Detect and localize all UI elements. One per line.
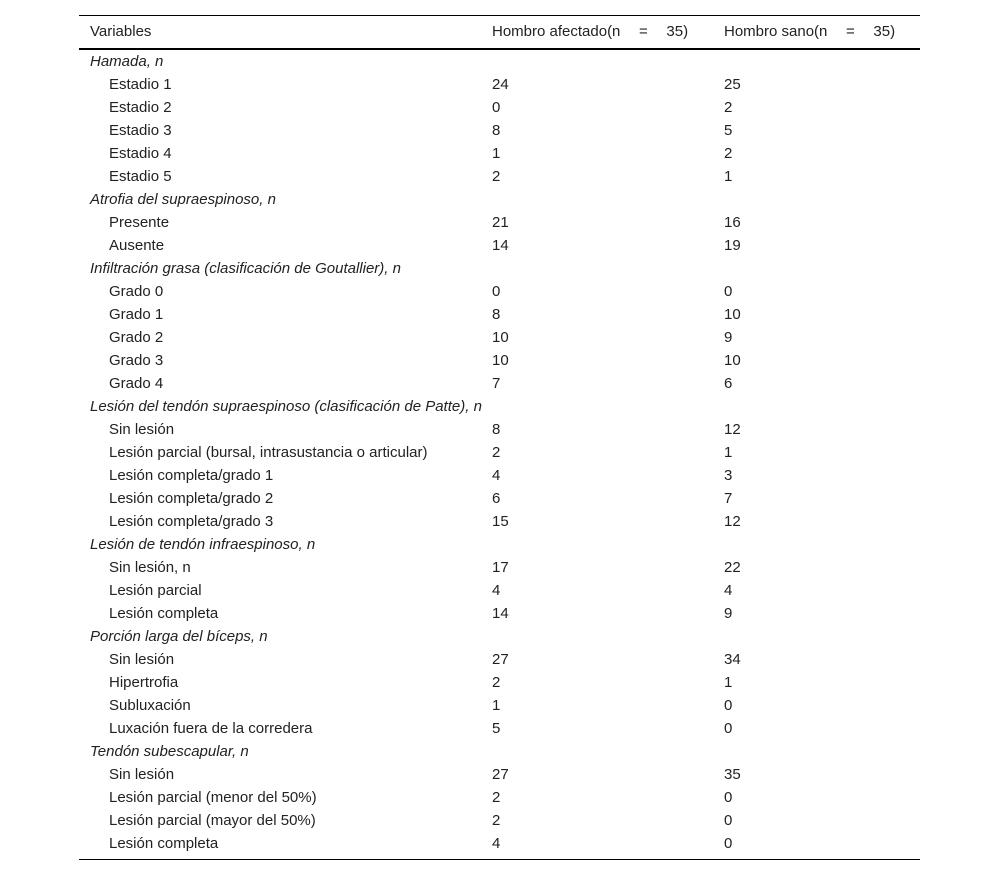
row-affected-value: 2 bbox=[492, 167, 501, 185]
row-label: Estadio 5 bbox=[109, 167, 172, 185]
row-label: Grado 3 bbox=[109, 351, 164, 369]
row-affected-value: 4 bbox=[492, 581, 501, 599]
row-affected-value: 2 bbox=[492, 443, 501, 461]
table-row bbox=[79, 418, 920, 441]
row-label: Lesión completa/grado 1 bbox=[109, 466, 274, 484]
header-healthy-eq: = bbox=[846, 23, 855, 40]
row-affected-value: 8 bbox=[492, 420, 501, 438]
header-affected-suffix: 35) bbox=[666, 23, 689, 40]
section-title: Lesión de tendón infraespinoso, n bbox=[90, 535, 316, 553]
header-variables: Variables bbox=[90, 23, 152, 40]
table-row bbox=[79, 119, 920, 142]
row-label: Presente bbox=[109, 213, 170, 231]
row-healthy-value: 3 bbox=[724, 466, 733, 484]
row-healthy-value: 1 bbox=[724, 443, 733, 461]
row-affected-value: 1 bbox=[492, 144, 501, 162]
table-row bbox=[79, 464, 920, 487]
table-row bbox=[79, 211, 920, 234]
row-healthy-value: 9 bbox=[724, 328, 733, 346]
row-label: Ausente bbox=[109, 236, 165, 254]
row-label: Estadio 4 bbox=[109, 144, 172, 162]
row-affected-value: 8 bbox=[492, 121, 501, 139]
table-row bbox=[79, 510, 920, 533]
row-healthy-value: 19 bbox=[724, 236, 741, 254]
row-label: Grado 4 bbox=[109, 374, 164, 392]
row-affected-value: 7 bbox=[492, 374, 501, 392]
row-affected-value: 24 bbox=[492, 75, 509, 93]
table-row bbox=[79, 763, 920, 786]
section-title: Porción larga del bíceps, n bbox=[90, 627, 268, 645]
row-label: Lesión completa bbox=[109, 604, 219, 622]
row-affected-value: 27 bbox=[492, 765, 509, 783]
row-healthy-value: 2 bbox=[724, 98, 733, 116]
table-row bbox=[79, 441, 920, 464]
row-healthy-value: 25 bbox=[724, 75, 741, 93]
row-healthy-value: 4 bbox=[724, 581, 733, 599]
row-affected-value: 2 bbox=[492, 788, 501, 806]
row-healthy-value: 2 bbox=[724, 144, 733, 162]
row-healthy-value: 0 bbox=[724, 282, 733, 300]
row-label: Lesión parcial (bursal, intrasustancia o articular) bbox=[109, 443, 428, 461]
table-row bbox=[79, 234, 920, 257]
row-label: Grado 0 bbox=[109, 282, 164, 300]
row-healthy-value: 16 bbox=[724, 213, 741, 231]
table-row bbox=[79, 832, 920, 855]
row-affected-value: 5 bbox=[492, 719, 501, 737]
row-label: Luxación fuera de la corredera bbox=[109, 719, 313, 737]
section-title: Infiltración grasa (clasificación de Goutallier), n bbox=[90, 259, 401, 277]
row-healthy-value: 7 bbox=[724, 489, 733, 507]
table-row bbox=[79, 303, 920, 326]
table-row bbox=[79, 602, 920, 625]
row-label: Estadio 3 bbox=[109, 121, 172, 139]
row-healthy-value: 0 bbox=[724, 696, 733, 714]
row-label: Estadio 2 bbox=[109, 98, 172, 116]
row-label: Lesión completa/grado 2 bbox=[109, 489, 274, 507]
row-affected-value: 17 bbox=[492, 558, 509, 576]
row-label: Sin lesión bbox=[109, 420, 175, 438]
row-affected-value: 27 bbox=[492, 650, 509, 668]
row-label: Lesión parcial bbox=[109, 581, 202, 599]
row-healthy-value: 0 bbox=[724, 811, 733, 829]
row-affected-value: 15 bbox=[492, 512, 509, 530]
row-affected-value: 14 bbox=[492, 604, 509, 622]
table-row bbox=[79, 556, 920, 579]
row-affected-value: 10 bbox=[492, 328, 509, 346]
section-title: Hamada, n bbox=[90, 52, 164, 70]
row-affected-value: 2 bbox=[492, 673, 501, 691]
row-affected-value: 8 bbox=[492, 305, 501, 323]
row-affected-value: 4 bbox=[492, 834, 501, 852]
table-row bbox=[79, 96, 920, 119]
data-table bbox=[79, 15, 920, 860]
section-row bbox=[79, 625, 920, 648]
table-row bbox=[79, 694, 920, 717]
table-row bbox=[79, 165, 920, 188]
row-healthy-value: 35 bbox=[724, 765, 741, 783]
row-healthy-value: 9 bbox=[724, 604, 733, 622]
row-affected-value: 6 bbox=[492, 489, 501, 507]
row-healthy-value: 0 bbox=[724, 788, 733, 806]
section-row bbox=[79, 533, 920, 556]
section-row bbox=[79, 188, 920, 211]
row-affected-value: 0 bbox=[492, 282, 501, 300]
table-row bbox=[79, 372, 920, 395]
table-header-row bbox=[79, 16, 920, 48]
row-affected-value: 10 bbox=[492, 351, 509, 369]
row-affected-value: 4 bbox=[492, 466, 501, 484]
section-title: Lesión del tendón supraespinoso (clasificación de Patte), n bbox=[90, 397, 482, 415]
row-healthy-value: 34 bbox=[724, 650, 741, 668]
row-affected-value: 2 bbox=[492, 811, 501, 829]
row-healthy-value: 0 bbox=[724, 719, 733, 737]
row-label: Grado 2 bbox=[109, 328, 164, 346]
row-healthy-value: 10 bbox=[724, 305, 741, 323]
table-body bbox=[79, 50, 920, 855]
header-affected-prefix: Hombro afectado(n bbox=[492, 23, 621, 40]
row-label: Lesión parcial (mayor del 50%) bbox=[109, 811, 316, 829]
table-row bbox=[79, 809, 920, 832]
row-label: Subluxación bbox=[109, 696, 191, 714]
row-label: Sin lesión bbox=[109, 650, 175, 668]
table-row bbox=[79, 786, 920, 809]
table-row bbox=[79, 349, 920, 372]
row-label: Lesión parcial (menor del 50%) bbox=[109, 788, 317, 806]
row-label: Sin lesión bbox=[109, 765, 175, 783]
row-healthy-value: 1 bbox=[724, 167, 733, 185]
table-row bbox=[79, 671, 920, 694]
section-row bbox=[79, 257, 920, 280]
row-label: Lesión completa bbox=[109, 834, 219, 852]
row-label: Hipertrofia bbox=[109, 673, 179, 691]
table-row bbox=[79, 717, 920, 740]
table-row bbox=[79, 487, 920, 510]
row-label: Lesión completa/grado 3 bbox=[109, 512, 274, 530]
section-title: Tendón subescapular, n bbox=[90, 742, 249, 760]
row-healthy-value: 12 bbox=[724, 512, 741, 530]
row-affected-value: 0 bbox=[492, 98, 501, 116]
row-healthy-value: 12 bbox=[724, 420, 741, 438]
table-row bbox=[79, 73, 920, 96]
row-healthy-value: 22 bbox=[724, 558, 741, 576]
row-healthy-value: 10 bbox=[724, 351, 741, 369]
table-row bbox=[79, 648, 920, 671]
table-row bbox=[79, 579, 920, 602]
section-title: Atrofia del supraespinoso, n bbox=[90, 190, 276, 208]
table-row bbox=[79, 326, 920, 349]
section-row bbox=[79, 50, 920, 73]
table-row bbox=[79, 142, 920, 165]
header-healthy-suffix: 35) bbox=[873, 23, 896, 40]
row-healthy-value: 0 bbox=[724, 834, 733, 852]
header-healthy bbox=[724, 16, 895, 48]
row-label: Sin lesión, n bbox=[109, 558, 191, 576]
row-affected-value: 1 bbox=[492, 696, 501, 714]
row-affected-value: 21 bbox=[492, 213, 509, 231]
row-label: Estadio 1 bbox=[109, 75, 172, 93]
header-healthy-prefix: Hombro sano(n bbox=[724, 23, 828, 40]
row-healthy-value: 1 bbox=[724, 673, 733, 691]
table-bottom-rule bbox=[79, 859, 920, 860]
row-affected-value: 14 bbox=[492, 236, 509, 254]
row-healthy-value: 5 bbox=[724, 121, 733, 139]
header-affected bbox=[492, 16, 688, 48]
row-healthy-value: 6 bbox=[724, 374, 733, 392]
section-row bbox=[79, 740, 920, 763]
header-affected-eq: = bbox=[639, 23, 648, 40]
row-label: Grado 1 bbox=[109, 305, 164, 323]
table-row bbox=[79, 280, 920, 303]
section-row bbox=[79, 395, 920, 418]
